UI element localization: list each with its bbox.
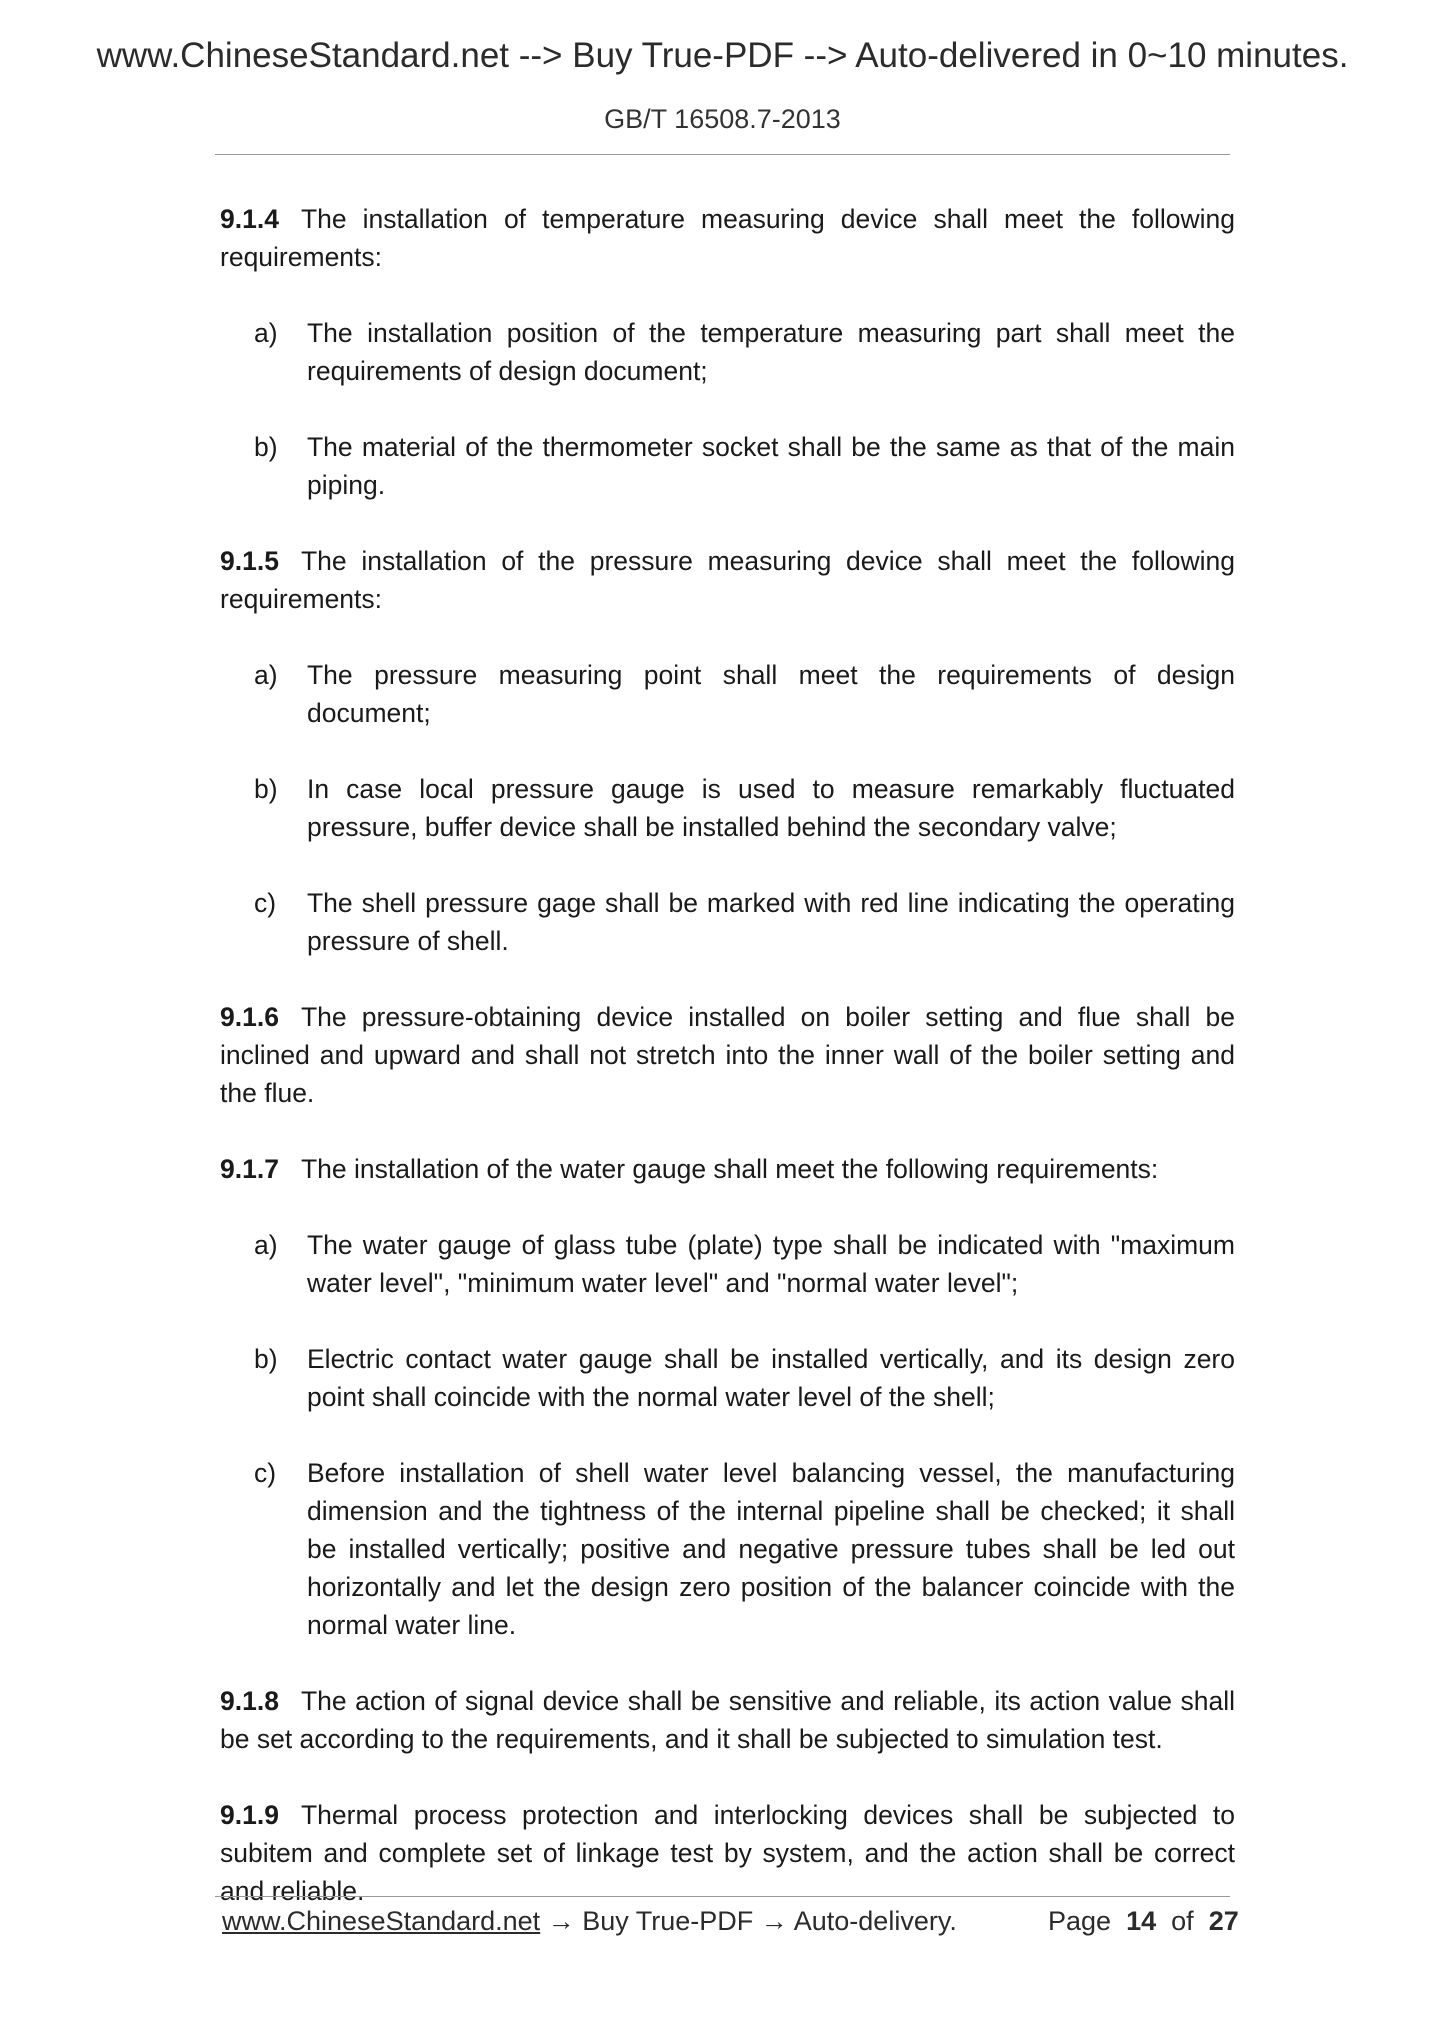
clause-number: 9.1.8: [220, 1686, 279, 1716]
list-marker: c): [254, 1458, 277, 1488]
list-item: [220, 1454, 1235, 1644]
standard-code: GB/T 16508.7-2013: [604, 104, 841, 134]
page-total: 27: [1208, 1906, 1239, 1936]
clause-number: 9.1.7: [220, 1154, 279, 1184]
list-marker: a): [254, 318, 278, 348]
list-marker: a): [254, 1230, 278, 1260]
header-divider: [215, 154, 1230, 155]
list-marker: a): [254, 660, 278, 690]
page-word: Page: [1048, 1906, 1112, 1936]
list-item: [220, 884, 1235, 960]
list-item-text: The material of the thermometer socket shall be the same as that of the main piping.: [307, 432, 1235, 500]
list-item: [220, 1340, 1235, 1416]
clause-number: 9.1.5: [220, 546, 279, 576]
of-word: of: [1171, 1906, 1194, 1936]
top-banner: www.ChineseStandard.net --> Buy True-PDF --> Auto-delivered in 0~10 minutes.: [96, 36, 1349, 75]
clause-text: The action of signal device shall be sensitive and reliable, its action value shall be set according to the requirements, and it shall be subjected to simulation test.: [220, 1686, 1235, 1754]
page-indicator: [1048, 1906, 1239, 1937]
clause-number: 9.1.9: [220, 1800, 279, 1830]
footer-promo-text: → Buy True-PDF → Auto-delivery.: [547, 1906, 957, 1936]
list-item: [220, 656, 1235, 732]
clause-number: 9.1.6: [220, 1002, 279, 1032]
list-item-text: The pressure measuring point shall meet the requirements of design document;: [307, 660, 1235, 728]
list-marker: b): [254, 1344, 278, 1374]
clause-9-1-5: [220, 542, 1235, 618]
footer-promo: [222, 1906, 957, 1937]
list-item-text: In case local pressure gauge is used to measure remarkably fluctuated pressure, buffer device shall be installed behind the secondary valve;: [307, 774, 1235, 842]
footer-divider: [215, 1896, 1230, 1897]
list-item: [220, 770, 1235, 846]
list-item-text: The shell pressure gage shall be marked with red line indicating the operating pressure of shell.: [307, 888, 1235, 956]
list-item-text: The installation position of the temperature measuring part shall meet the requirements of design document;: [307, 318, 1235, 386]
clause-9-1-7: [220, 1150, 1235, 1188]
list-item-text: Electric contact water gauge shall be installed vertically, and its design zero point shall coincide with the normal water level of the shell;: [307, 1344, 1235, 1412]
list-item: [220, 1226, 1235, 1302]
document-body: [220, 200, 1235, 1948]
clause-9-1-6: [220, 998, 1235, 1112]
clause-number: 9.1.4: [220, 204, 279, 234]
list-marker: b): [254, 774, 278, 804]
clause-text: Thermal process protection and interlocking devices shall be subjected to subitem and complete set of linkage test by system, and the action shall be correct and reliable.: [220, 1800, 1235, 1906]
clause-text: The installation of the pressure measuring device shall meet the following requirements:: [220, 546, 1235, 614]
list-item: [220, 428, 1235, 504]
list-marker: c): [254, 888, 277, 918]
clause-text: The pressure-obtaining device installed on boiler setting and flue shall be inclined and upward and shall not stretch into the inner wall of the boiler setting and the flue.: [220, 1002, 1235, 1108]
footer-site-link[interactable]: www.ChineseStandard.net: [222, 1906, 541, 1936]
page-current: 14: [1126, 1906, 1157, 1936]
clause-text: The installation of temperature measuring device shall meet the following requirements:: [220, 204, 1235, 272]
list-item: [220, 314, 1235, 390]
list-item-text: The water gauge of glass tube (plate) type shall be indicated with "maximum water level", "minimum water level" and "normal water level";: [307, 1230, 1235, 1298]
list-item-text: Before installation of shell water level balancing vessel, the manufacturing dimension and the tightness of the internal pipeline shall be checked; it shall be installed vertically; positive and negative pressure tubes shall be led out horizontally and let the design zero position of the balancer coincide with the normal water line.: [307, 1458, 1235, 1640]
clause-9-1-9: [220, 1796, 1235, 1910]
clause-9-1-4: [220, 200, 1235, 276]
list-marker: b): [254, 432, 278, 462]
clause-text: The installation of the water gauge shall meet the following requirements:: [300, 1154, 1159, 1184]
clause-9-1-8: [220, 1682, 1235, 1758]
